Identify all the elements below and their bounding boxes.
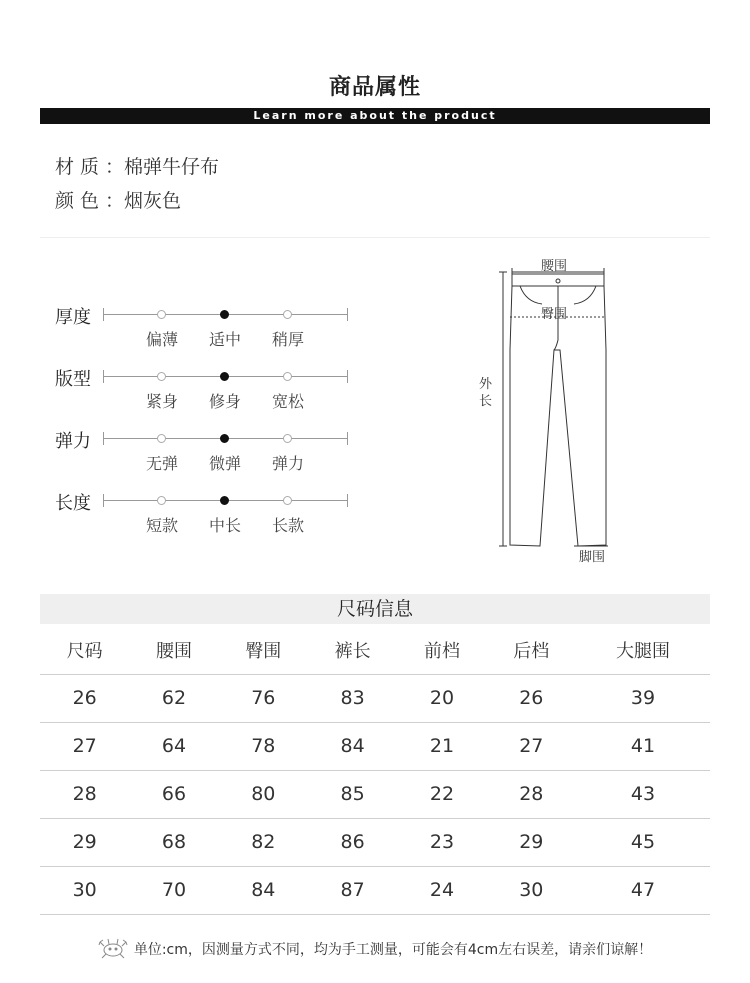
table-cell: 22 xyxy=(397,770,486,818)
property-sep: ： xyxy=(105,156,125,178)
pants-measurement-diagram xyxy=(470,250,630,565)
scale-dot-2 xyxy=(283,310,292,319)
subtitle-bar: Learn more about the product xyxy=(40,108,710,124)
scale-length xyxy=(55,489,355,539)
size-info-header: 尺码信息 xyxy=(40,594,710,624)
table-cell: 76 xyxy=(219,674,308,722)
table-row xyxy=(40,722,710,770)
property-value: 烟灰色 xyxy=(124,190,182,212)
scale-label: 弹力 xyxy=(55,431,91,452)
table-cell: 30 xyxy=(40,866,129,914)
scale-option: 稍厚 xyxy=(271,330,304,349)
table-cell: 83 xyxy=(308,674,397,722)
scale-tick xyxy=(103,432,104,445)
scale-option: 修身 xyxy=(208,392,241,411)
scale-tick xyxy=(347,494,348,507)
table-header-cell: 后档 xyxy=(487,626,576,674)
pants-outline-icon xyxy=(470,250,630,565)
scale-option: 宽松 xyxy=(271,392,304,411)
scale-dot-0 xyxy=(157,372,166,381)
scale-dot-0 xyxy=(157,310,166,319)
hip-label: 臀围 xyxy=(541,307,568,322)
scale-dot-1 xyxy=(220,496,229,505)
scale-option: 偏薄 xyxy=(145,330,178,349)
crab-mascot-icon xyxy=(98,934,128,964)
table-header-cell: 臀围 xyxy=(219,626,308,674)
table-row xyxy=(40,770,710,818)
table-cell: 66 xyxy=(129,770,218,818)
table-cell: 62 xyxy=(129,674,218,722)
table-cell: 29 xyxy=(487,818,576,866)
scale-dot-2 xyxy=(283,434,292,443)
scale-fit xyxy=(55,365,355,415)
scale-tick xyxy=(103,494,104,507)
scale-dot-0 xyxy=(157,496,166,505)
table-cell: 85 xyxy=(308,770,397,818)
table-cell: 23 xyxy=(397,818,486,866)
scale-option: 适中 xyxy=(208,330,241,349)
table-cell: 64 xyxy=(129,722,218,770)
measurement-note xyxy=(0,934,750,964)
table-cell: 26 xyxy=(487,674,576,722)
scale-option: 紧身 xyxy=(145,392,178,411)
table-header-cell: 腰围 xyxy=(129,626,218,674)
section-divider xyxy=(40,237,710,238)
table-header-cell: 尺码 xyxy=(40,626,129,674)
property-key: 颜色 xyxy=(55,190,106,212)
scale-tick xyxy=(103,308,104,321)
table-cell: 20 xyxy=(397,674,486,722)
outer-length-label-1: 外 xyxy=(479,377,493,392)
table-cell: 21 xyxy=(397,722,486,770)
table-cell: 28 xyxy=(487,770,576,818)
scale-tick xyxy=(347,370,348,383)
scale-option: 无弹 xyxy=(145,454,178,473)
table-cell: 39 xyxy=(576,674,710,722)
scale-dot-1 xyxy=(220,434,229,443)
table-cell: 86 xyxy=(308,818,397,866)
scale-dot-0 xyxy=(157,434,166,443)
scale-tick xyxy=(103,370,104,383)
scale-dot-2 xyxy=(283,496,292,505)
table-cell: 43 xyxy=(576,770,710,818)
note-text: 单位:cm，因测量方式不同，均为手工测量，可能会有4cm左右误差，请亲们谅解！ xyxy=(133,942,653,958)
table-cell: 27 xyxy=(40,722,129,770)
scale-option: 弹力 xyxy=(271,454,304,473)
size-table xyxy=(40,626,710,915)
table-header-cell: 裤长 xyxy=(308,626,397,674)
table-cell: 29 xyxy=(40,818,129,866)
property-material xyxy=(55,152,219,179)
table-cell: 87 xyxy=(308,866,397,914)
property-color xyxy=(55,186,181,213)
scale-tick xyxy=(347,432,348,445)
scale-dot-1 xyxy=(220,310,229,319)
table-cell: 80 xyxy=(219,770,308,818)
table-header-cell: 前档 xyxy=(397,626,486,674)
table-cell: 68 xyxy=(129,818,218,866)
table-cell: 26 xyxy=(40,674,129,722)
scale-option: 微弹 xyxy=(208,454,241,473)
table-cell: 82 xyxy=(219,818,308,866)
table-cell: 41 xyxy=(576,722,710,770)
table-header-row xyxy=(40,626,710,674)
table-row xyxy=(40,818,710,866)
waist-label: 腰围 xyxy=(541,259,568,274)
table-cell: 28 xyxy=(40,770,129,818)
scale-dot-2 xyxy=(283,372,292,381)
table-cell: 45 xyxy=(576,818,710,866)
table-cell: 84 xyxy=(219,866,308,914)
table-row xyxy=(40,674,710,722)
scale-elasticity xyxy=(55,427,355,477)
table-cell: 84 xyxy=(308,722,397,770)
outer-length-label-2: 长 xyxy=(479,394,493,409)
table-cell: 30 xyxy=(487,866,576,914)
table-row xyxy=(40,866,710,914)
table-cell: 47 xyxy=(576,866,710,914)
table-cell: 24 xyxy=(397,866,486,914)
scale-tick xyxy=(347,308,348,321)
scale-option: 短款 xyxy=(145,516,178,535)
scale-thickness xyxy=(55,303,355,353)
table-cell: 27 xyxy=(487,722,576,770)
scale-option: 长款 xyxy=(271,516,304,535)
scale-dot-1 xyxy=(220,372,229,381)
table-cell: 78 xyxy=(219,722,308,770)
table-header-cell: 大腿围 xyxy=(576,626,710,674)
scale-option: 中长 xyxy=(208,516,241,535)
scale-label: 厚度 xyxy=(55,307,91,328)
property-key: 材质 xyxy=(55,156,106,178)
hem-label: 脚围 xyxy=(579,550,606,565)
table-cell: 70 xyxy=(129,866,218,914)
page-title: 商品属性 xyxy=(328,75,421,100)
property-sep: ： xyxy=(105,190,125,212)
scale-label: 版型 xyxy=(55,369,91,390)
scale-label: 长度 xyxy=(55,493,91,514)
property-value: 棉弹牛仔布 xyxy=(124,156,220,178)
